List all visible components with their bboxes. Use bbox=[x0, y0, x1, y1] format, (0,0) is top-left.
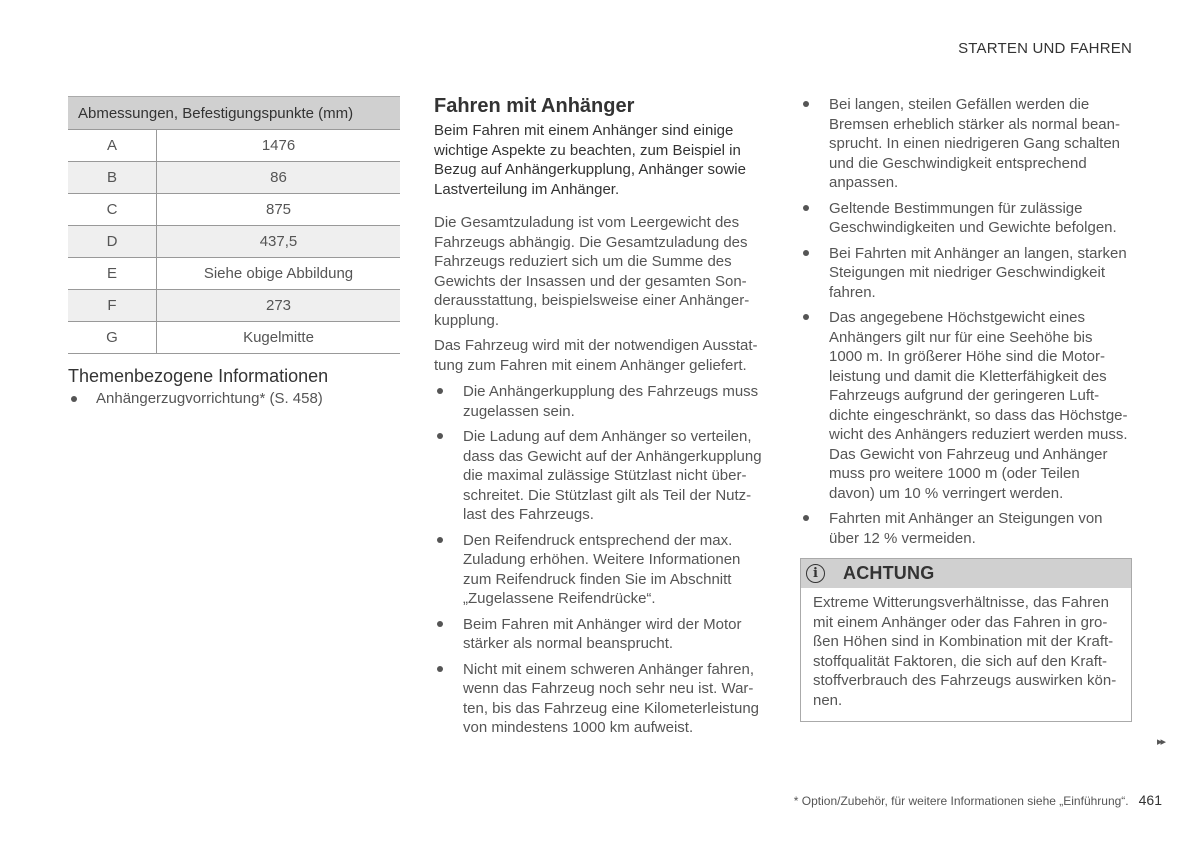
list-item-text: Die Anhängerkupplung des Fahrzeugs muss zugelassen sein. bbox=[463, 383, 759, 420]
list-item bbox=[434, 660, 768, 738]
info-icon: i bbox=[806, 564, 825, 583]
table-cell-value: 875 bbox=[157, 194, 401, 226]
related-info-title: Themenbezogene Informationen bbox=[68, 366, 329, 386]
bullet-icon bbox=[803, 250, 809, 256]
bullet-icon bbox=[803, 101, 809, 107]
table-cell-value: Kugelmitte bbox=[157, 322, 401, 354]
bullet-icon bbox=[437, 666, 443, 672]
list-item bbox=[800, 95, 1132, 193]
table-cell-key: F bbox=[68, 290, 157, 322]
table-row bbox=[68, 322, 400, 354]
list-item bbox=[800, 509, 1132, 548]
table-cell-value: 437,5 bbox=[157, 226, 401, 258]
warning-header bbox=[801, 559, 1131, 588]
list-item-text: Das angegebene Höchstgewicht eines Anhängers gilt nur für eine Seehöhe bis 1000 m. In größerer Höhe sind die Motor- leistung und damit die Kletterfähigkeit des Fahrzeugs aufgrund der geringeren Luft- dichte eingeschränkt, so dass das Höchstge- wicht des Anhängers reduziert werden muss. Das Gewicht von Fahrzeug und Anhänger muss pro weitere 1000 m (oder Teilen davon) um 10 % verringert werden. bbox=[829, 309, 1128, 502]
list-item bbox=[434, 382, 768, 421]
table-cell-value: 1476 bbox=[157, 130, 401, 162]
table-row bbox=[68, 194, 400, 226]
left-column bbox=[68, 96, 400, 407]
list-item bbox=[800, 308, 1132, 503]
table-row bbox=[68, 130, 400, 162]
section-heading: Fahren mit Anhänger bbox=[434, 95, 635, 117]
middle-column bbox=[434, 94, 768, 744]
list-item-text: Beim Fahren mit Anhänger wird der Motor stärker als normal beansprucht. bbox=[463, 615, 742, 652]
table-cell-key: B bbox=[68, 162, 157, 194]
table-cell-value: Siehe obige Abbildung bbox=[157, 258, 401, 290]
table-cell-value: 86 bbox=[157, 162, 401, 194]
related-info-link-label: Anhängerzugvorrichtung* (S. 458) bbox=[96, 390, 323, 407]
list-item-text: Nicht mit einem schweren Anhänger fahren, wenn das Fahrzeug noch sehr neu ist. War- ten, bis das Fahrzeug eine Kilometerleistung von mindestens 1000 km aufweist. bbox=[463, 660, 760, 736]
bullet-icon bbox=[803, 314, 809, 320]
warning-title: ACHTUNG bbox=[843, 563, 935, 583]
body-paragraph: Das Fahrzeug wird mit der notwendigen Ausstat- tung zum Fahren mit einem Anhänger geliefert. bbox=[434, 337, 758, 374]
table-cell-key: D bbox=[68, 226, 157, 258]
bullet-icon bbox=[437, 433, 443, 439]
bullet-icon bbox=[437, 621, 443, 627]
bullet-icon bbox=[437, 537, 443, 543]
footnote: * Option/Zubehör, für weitere Informationen siehe „Einführung“. bbox=[793, 794, 1129, 808]
warning-box bbox=[800, 558, 1132, 722]
related-info-link[interactable] bbox=[68, 390, 400, 407]
list-item-text: Die Ladung auf dem Anhänger so verteilen, dass das Gewicht auf der Anhängerkupplung die maximal zulässige Stützlast nicht über- schreitet. Die Stützlast gilt als Teil der Nutz- last des Fahrzeugs. bbox=[463, 428, 762, 523]
table-row bbox=[68, 162, 400, 194]
list-item bbox=[800, 244, 1132, 303]
bullet-list bbox=[800, 95, 1132, 548]
continue-arrow-icon: ▸▸ bbox=[1156, 736, 1164, 748]
section-title: STARTEN UND FAHREN bbox=[958, 40, 1132, 57]
table-row bbox=[68, 258, 400, 290]
dimensions-table bbox=[68, 96, 400, 354]
list-item bbox=[434, 615, 768, 654]
lead-paragraph: Beim Fahren mit einem Anhänger sind einige wichtige Aspekte zu beachten, zum Beispiel in Bezug auf Anhängerkupplung, Anhänger sowie Lastverteilung im Anhänger. bbox=[434, 122, 746, 198]
table-cell-key: A bbox=[68, 130, 157, 162]
bullet-icon bbox=[803, 205, 809, 211]
list-item-text: Geltende Bestimmungen für zulässige Geschwindigkeiten und Gewichte befolgen. bbox=[829, 199, 1117, 236]
list-item bbox=[800, 199, 1132, 238]
list-item bbox=[434, 531, 768, 609]
table-cell-key: G bbox=[68, 322, 157, 354]
table-header: Abmessungen, Befestigungspunkte (mm) bbox=[68, 97, 400, 130]
list-item-text: Bei Fahrten mit Anhänger an langen, starken Steigungen mit niedriger Geschwindigkeit fahren. bbox=[829, 244, 1127, 301]
table-row bbox=[68, 290, 400, 322]
page-footer bbox=[794, 792, 1162, 808]
table-cell-key: E bbox=[68, 258, 157, 290]
list-item-text: Fahrten mit Anhänger an Steigungen von über 12 % vermeiden. bbox=[829, 510, 1103, 547]
body-paragraph: Die Gesamtzuladung ist vom Leergewicht des Fahrzeugs abhängig. Die Gesamtzuladung des Fahrzeugs reduziert sich um die Summe des Gewichts der Insassen und der gesamten Son- derausstattung, beispielsweise einer Anhänger- kupplung. bbox=[434, 214, 750, 329]
bullet-list bbox=[434, 382, 768, 738]
page-number: 461 bbox=[1138, 792, 1162, 808]
warning-text: Extreme Witterungsverhältnisse, das Fahren mit einem Anhänger oder das Fahren in gro- ßen Höhen sind in Kombination mit der Kraft- stoffqualität Faktoren, die sich auf den Kraft- stoffverbrauch des Fahrzeugs auswirken kön- nen. bbox=[813, 594, 1117, 709]
bullet-icon bbox=[437, 388, 443, 394]
table-cell-key: C bbox=[68, 194, 157, 226]
bullet-icon bbox=[803, 515, 809, 521]
list-item-text: Bei langen, steilen Gefällen werden die Bremsen erheblich stärker als normal bean- sprucht. In einen niedrigeren Gang schalten und die Geschwindigkeit entsprechend anpassen. bbox=[829, 96, 1121, 191]
table-cell-value: 273 bbox=[157, 290, 401, 322]
bullet-icon bbox=[71, 396, 77, 402]
list-item-text: Den Reifendruck entsprechend der max. Zuladung erhöhen. Weitere Informationen zum Reifendruck finden Sie im Abschnitt „Zugelassene Reifendrücke“. bbox=[463, 531, 741, 607]
right-column bbox=[800, 95, 1132, 722]
list-item bbox=[434, 427, 768, 525]
table-row bbox=[68, 226, 400, 258]
